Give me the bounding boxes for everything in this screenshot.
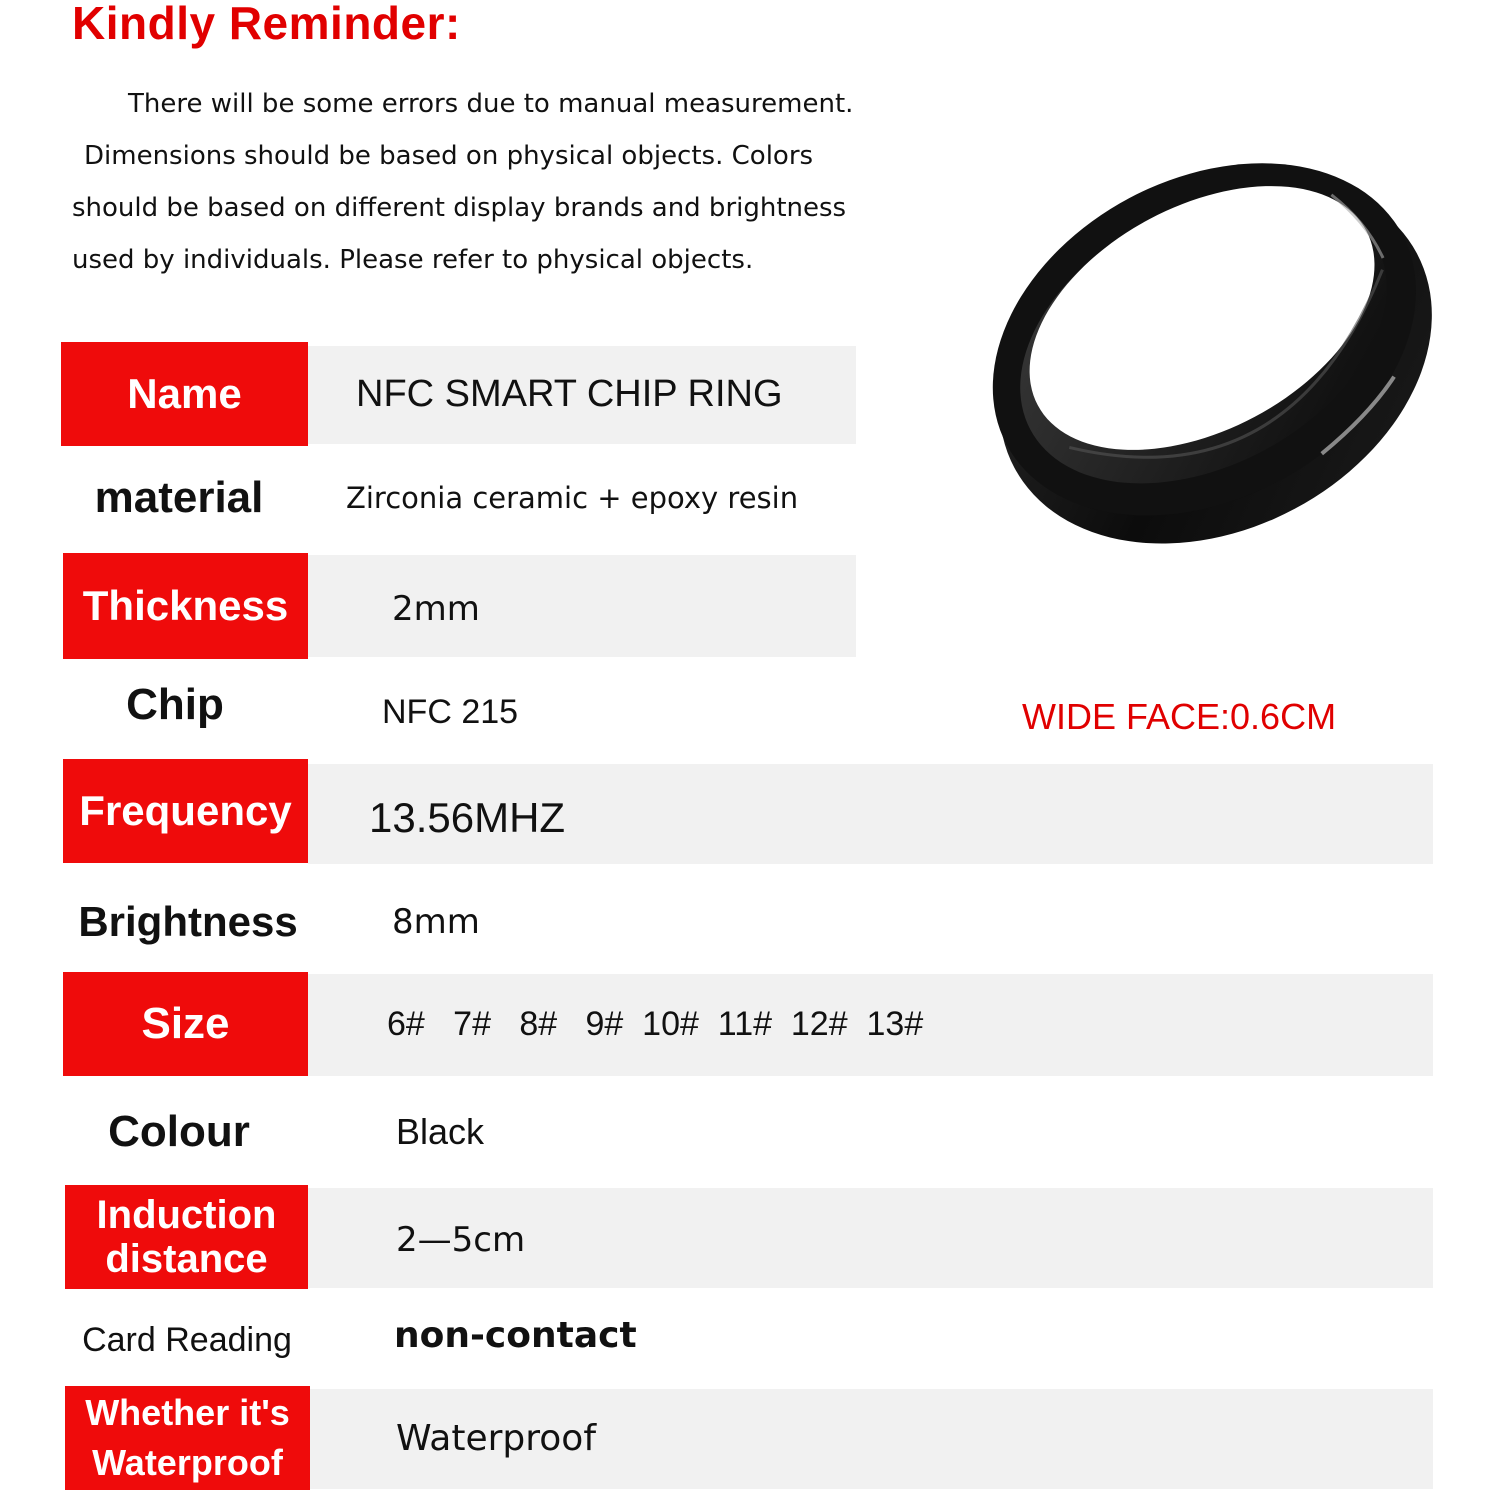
label-thickness: Thickness [63, 553, 308, 659]
notice-line: There will be some errors due to manual measurement. [128, 89, 854, 119]
label-colour: Colour [108, 1107, 250, 1156]
wide-face-label: WIDE FACE:0.6CM [1022, 696, 1337, 737]
notice-line: Dimensions should be based on physical objects. Colors [84, 141, 814, 171]
label-frequency: Frequency [63, 759, 308, 863]
ring-product-image [960, 100, 1460, 600]
label-card-reading: Card Reading [82, 1320, 292, 1359]
value-brightness: 8mm [392, 902, 480, 942]
value-chip: NFC 215 [382, 692, 519, 731]
label-brightness: Brightness [78, 898, 298, 945]
label-induction-distance: Induction distance [65, 1185, 308, 1289]
page-title: Kindly Reminder: [72, 0, 461, 49]
notice-line: used by individuals. Please refer to physical objects. [72, 245, 754, 275]
label-material: material [94, 473, 264, 522]
label-waterproof: Whether it's Waterproof [65, 1386, 310, 1490]
reminder-notice [72, 78, 912, 286]
label-name: Name [61, 342, 308, 446]
row-band [308, 555, 856, 657]
value-thickness: 2mm [392, 589, 480, 629]
label-chip: Chip [126, 680, 224, 729]
value-size: 6# 7# 8# 9# 10# 11# 12# 13# [387, 1004, 924, 1043]
value-waterproof: Waterproof [396, 1417, 597, 1459]
notice-line: should be based on different display brands and brightness [72, 193, 847, 223]
value-induction-distance: 2—5cm [396, 1220, 526, 1260]
value-material: Zirconia ceramic + epoxy resin [346, 481, 799, 515]
value-name: NFC SMART CHIP RING [356, 372, 783, 415]
value-card-reading: non-contact [394, 1314, 637, 1356]
value-frequency: 13.56MHZ [369, 794, 566, 841]
value-colour: Black [396, 1111, 485, 1152]
label-size: Size [63, 972, 308, 1076]
